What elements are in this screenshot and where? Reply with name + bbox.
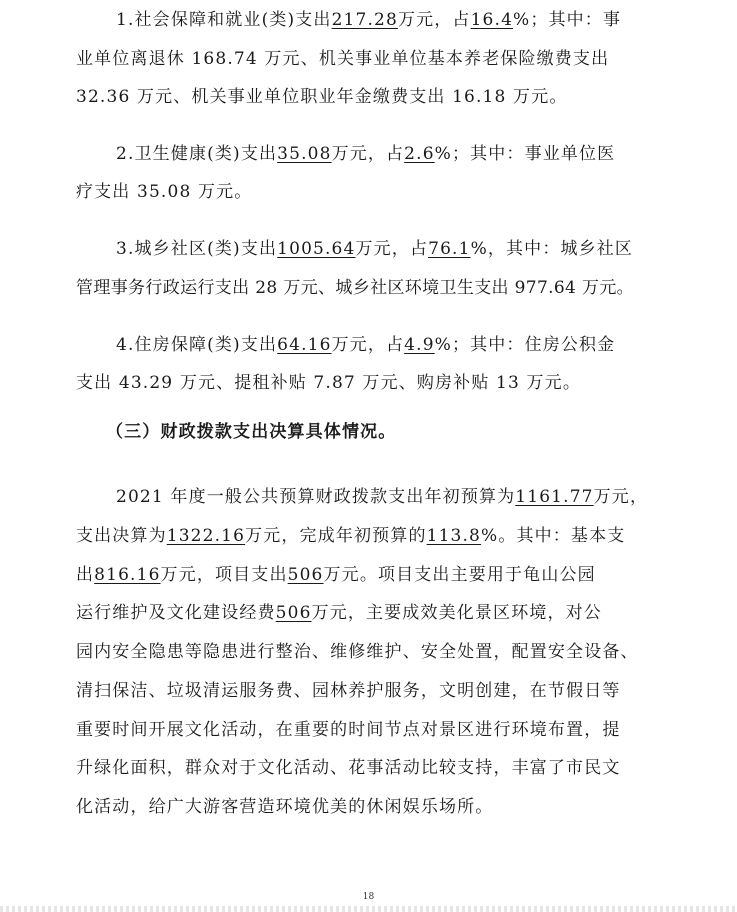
p2-line-2: 疗支出 35.08 万元。 — [76, 182, 253, 202]
text: 1.社会保障和就业(类)支出 — [116, 10, 332, 30]
underlined-value: 816.16 — [94, 565, 161, 585]
p1-line-2: 业单位离退休 168.74 万元、机关事业单位基本养老保险缴费支出 — [76, 49, 610, 69]
p5-line-6: 清扫保洁、垃圾清运服务费、园林养护服务，文明创建，在节假日等 — [76, 681, 621, 701]
underlined-value: 1005.64 — [277, 239, 356, 259]
text: 万元，主要成效美化景区环境，对公 — [311, 603, 602, 623]
p5-line-3 — [76, 564, 596, 586]
page-bottom-edge — [0, 906, 737, 912]
text: 2021 年度一般公共预算财政拨款支出年初预算为 — [116, 487, 516, 507]
underlined-value: 1161.77 — [515, 487, 594, 507]
text: 3.城乡社区(类)支出 — [116, 239, 278, 259]
underlined-value: 76.1 — [428, 239, 471, 259]
p5-line-7: 重要时间开展文化活动，在重要的时间节点对景区进行环境布置，提 — [76, 720, 621, 740]
text: 2.卫生健康(类)支出 — [116, 144, 278, 164]
underlined-value: 506 — [287, 565, 324, 585]
underlined-value: 35.08 — [277, 144, 332, 164]
text: %；其中：住房公积金 — [434, 335, 616, 355]
text: 万元，占 — [331, 335, 405, 355]
underlined-value: 4.9 — [404, 335, 435, 355]
p5-line-2 — [76, 525, 625, 547]
text: 万元，占 — [355, 239, 429, 259]
underlined-value: 113.8 — [426, 526, 482, 546]
page-number: 18 — [362, 892, 375, 902]
p3-line-1 — [116, 238, 633, 260]
text: 万元， — [593, 487, 649, 507]
text: 万元，占 — [397, 10, 471, 30]
text: 万元，占 — [331, 144, 405, 164]
text: 万元，项目支出 — [160, 565, 288, 585]
p5-line-8: 升绿化面积，群众对于文化活动、花事活动比较支持，丰富了市民文 — [76, 758, 621, 778]
underlined-value: 64.16 — [277, 335, 332, 355]
text: 万元，完成年初预算的 — [245, 526, 427, 546]
underlined-value: 1322.16 — [166, 526, 246, 546]
text: 4.住房保障(类)支出 — [116, 335, 278, 355]
text: 运行维护及文化建设经费 — [76, 603, 276, 623]
text: %，其中：城乡社区 — [470, 239, 634, 259]
text: 支出决算为 — [76, 526, 167, 546]
underlined-value: 16.4 — [470, 10, 514, 30]
p5-line-1 — [116, 486, 648, 508]
text: %；其中：事业单位医 — [434, 144, 616, 164]
text: 出 — [76, 565, 95, 585]
underlined-value: 217.28 — [331, 10, 398, 30]
underlined-value: 2.6 — [404, 144, 435, 164]
p3-line-2: 管理事务行政运行支出 28 万元、城乡社区环境卫生支出 977.64 万元。 — [76, 278, 635, 298]
text: %。其中：基本支 — [481, 526, 626, 546]
p1-line-1 — [116, 9, 621, 31]
p4-line-2: 支出 43.29 万元、提租补贴 7.87 万元、购房补贴 13 万元。 — [76, 373, 581, 393]
p5-line-5: 园内安全隐患等隐患进行整治、维修维护、安全处置，配置安全设备、 — [76, 642, 639, 662]
p2-line-1 — [116, 143, 615, 165]
text: %；其中：事 — [513, 10, 622, 30]
p4-line-1 — [116, 334, 615, 356]
section-heading: （三）财政拨款支出决算具体情况。 — [106, 422, 397, 442]
text: 万元。项目支出主要用于龟山公园 — [323, 565, 596, 585]
underlined-value: 506 — [275, 603, 312, 623]
p5-line-4 — [76, 602, 602, 624]
p1-line-3: 32.36 万元、机关事业单位职业年金缴费支出 16.18 万元。 — [76, 87, 568, 107]
p5-line-9: 化活动，给广大游客营造环境优美的休闲娱乐场所。 — [76, 797, 494, 817]
